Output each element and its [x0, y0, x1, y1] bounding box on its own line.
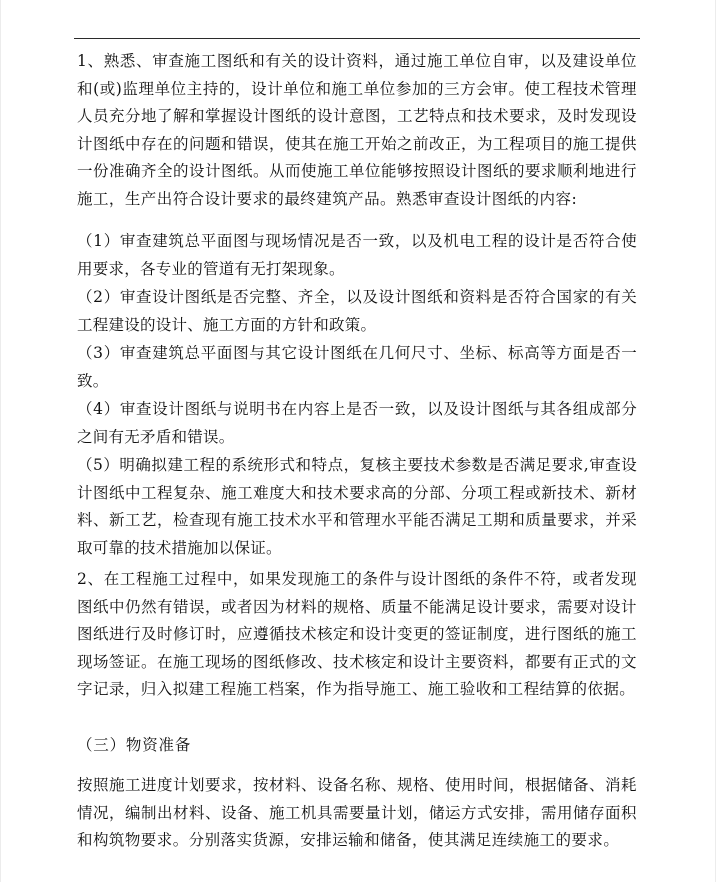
review-item-4: （4）审查设计图纸与说明书在内容上是否一致，以及设计图纸与其各组成部分之间有无矛盾和错误。	[77, 400, 637, 446]
section-heading-material-preparation: （三）物资准备	[77, 736, 192, 754]
paragraph-drawing-review: 1、熟悉、审查施工图纸和有关的设计资料，通过施工单位自审，以及建设单位和(或)监理单位主持的，设计单位和施工单位参加的三方会审。使工程技术管理人员充分地了解和掌握设计图纸的设计意图，工艺特点和技术要求，及时发现设计图纸中存在的问题和错误，使其在施工开始之前改正，为工程项目的施工提供一份准确齐全的设计图纸。从而使施工单位能够按照设计图纸的要求顺利地进行施工，生产出符合设计要求的最终建筑产品。熟悉审查设计图纸的内容:	[77, 52, 637, 208]
paragraph-drawing-revision: 2、在工程施工过程中，如果发现施工的条件与设计图纸的条件不符，或者发现图纸中仍然有错误，或者因为材料的规格、质量不能满足设计要求，需要对设计图纸进行及时修订时，应遵循技术核定和设计变更的签证制度，进行图纸的施工现场签证。在施工现场的图纸修改、技术核定和设计主要资料，都要有正式的文字记录，归入拟建工程施工档案，作为指导施工、施工验收和工程结算的依据。	[77, 570, 637, 699]
review-item-2: （2）审查设计图纸是否完整、齐全，以及设计图纸和资料是否符合国家的有关工程建设的设计、施工方面的方针和政策。	[77, 288, 637, 334]
review-item-5: （5）明确拟建工程的系统形式和特点，复核主要技术参数是否满足要求,审查设计图纸中工程复杂、施工难度大和技术要求高的分部、分项工程或新技术、新材料、新工艺，检查现有施工技术水平和管理水平能否满足工期和质量要求，并采取可靠的技术措施加以保证。	[77, 456, 637, 557]
review-item-1: （1）审查建筑总平面图与现场情况是否一致，以及机电工程的设计是否符合使用要求，各专业的管道有无打架现象。	[77, 232, 637, 278]
paragraph-material-preparation: 按照施工进度计划要求，按材料、设备名称、规格、使用时间，根据储备、消耗情况，编制出材料、设备、施工机具需要量计划，储运方式安排，需用储存面积和构筑物要求。分别落实货源，安排运输和储备，使其满足连续施工的要求。	[77, 776, 637, 850]
review-item-3: （3）审查建筑总平面图与其它设计图纸在几何尺寸、坐标、标高等方面是否一致。	[77, 344, 637, 390]
header-rule	[74, 38, 640, 39]
